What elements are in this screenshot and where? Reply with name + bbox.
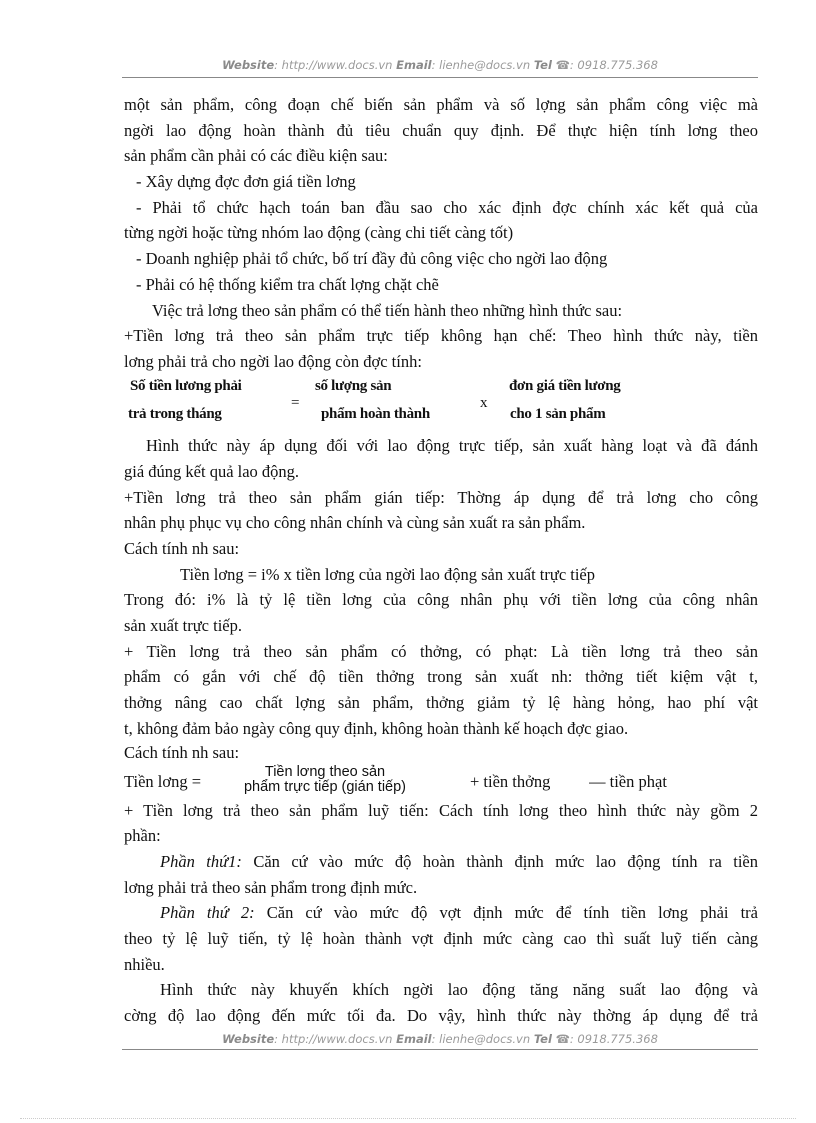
formula-term: trả trong tháng — [128, 406, 222, 422]
body-line: phần: — [124, 826, 161, 845]
footer-email-value: : lienhe@docs.vn — [431, 1032, 531, 1046]
fraction-denominator: phẩm trực tiếp (gián tiếp) — [243, 779, 407, 795]
header-rule — [122, 77, 758, 78]
formula-plus: + tiền thởng — [470, 772, 551, 791]
body-line: +Tiền lơng trả theo sản phẩm gián tiếp: Thờng áp dụng để trả lơng cho công — [124, 488, 758, 507]
formula-minus: — tiền phạt — [589, 772, 667, 791]
formula-term: đơn giá tiền lương — [509, 378, 621, 394]
body-line: thởng nâng cao chất lợng sản phẩm, thởng giảm tỷ lệ hàng hỏng, hao phí vật — [124, 693, 758, 712]
body-line: lơng phải trả theo sản phẩm trong định mức. — [124, 878, 418, 897]
condition-item: - Xây dựng đợc đơn giá tiền lơng — [136, 172, 356, 191]
body-line: giá đúng kết quả lao động. — [124, 462, 300, 481]
footer-tel-label: Tel — [533, 1032, 552, 1046]
body-line: cờng độ lao động đến mức tối đa. Do vậy, hình thức này thờng áp dụng để trả — [124, 1006, 758, 1025]
body-line: một sản phẩm, công đoạn chế biến sản phẩm và số lợng sản phẩm công việc mà — [124, 95, 758, 114]
body-line: + Tiền lơng trả theo sản phẩm luỹ tiến: Cách tính lơng theo hình thức này gồm 2 — [124, 801, 758, 820]
footer-rule — [122, 1049, 758, 1050]
body-line: nhiều. — [124, 955, 165, 974]
part-label: Phần thứ 2: — [160, 903, 255, 922]
footer-website-label: Website — [222, 1032, 275, 1046]
body-line: phẩm có gắn với chế độ tiền thởng trong sản xuất nh: thởng tiết kiệm vật t, — [124, 667, 758, 686]
condition-item: - Phải tổ chức hạch toán ban đầu sao cho xác định đợc chính xác kết quả của — [136, 198, 758, 217]
phone-icon: ☎ — [555, 1032, 570, 1046]
body-line: sản xuất trực tiếp. — [124, 616, 242, 635]
formula-operator: = — [291, 395, 300, 411]
page-footer — [122, 1032, 758, 1046]
body-line: Cách tính nh sau: — [124, 743, 240, 762]
header-tel-value: : 0918.775.368 — [569, 58, 658, 72]
footer-website-url: : http://www.docs.vn — [274, 1032, 393, 1046]
body-line: +Tiền lơng trả theo sản phẩm trực tiếp không hạn chế: Theo hình thức này, tiền — [124, 326, 758, 345]
header-tel-label: Tel — [533, 58, 552, 72]
body-line: t, không đảm bảo ngày công quy định, không hoàn thành kế hoạch đợc giao. — [124, 719, 629, 738]
formula-term: phẩm hoàn thành — [321, 406, 430, 422]
body-line: Trong đó: i% là tỷ lệ tiền lơng của công nhân phụ với tiền lơng của công nhân — [124, 590, 758, 609]
part-label: Phần thứ1: — [160, 852, 242, 871]
formula-term: số lượng sản — [315, 378, 392, 394]
body-line: Việc trả lơng theo sản phẩm có thể tiến hành theo những hình thức sau: — [152, 301, 623, 320]
body-line: Hình thức này áp dụng đối với lao động trực tiếp, sản xuất hàng loạt và đã đánh — [146, 436, 758, 455]
body-line: Cách tính nh sau: — [124, 539, 240, 558]
body-line: theo tỷ lệ luỹ tiến, tỷ lệ hoàn thành vợt định mức càng cao thì suất luỹ tiến càng — [124, 929, 758, 948]
footer-tel-value: : 0918.775.368 — [569, 1032, 658, 1046]
formula-indirect: Tiền lơng = i% x tiền lơng của ngời lao động sản xuất trực tiếp — [180, 565, 596, 584]
body-line: Phần thứ 2: Căn cứ vào mức độ vợt định mức để tính tiền lơng phải trả — [160, 903, 758, 922]
formula-term: cho 1 sản phẩm — [510, 406, 606, 422]
header-email-label: Email — [396, 58, 432, 72]
fraction-numerator: Tiền lơng theo sản — [264, 764, 386, 780]
body-line: Hình thức này khuyến khích ngời lao động tăng năng suất lao động và — [160, 980, 758, 999]
header-website-label: Website — [222, 58, 275, 72]
page-header — [122, 58, 758, 72]
body-line: từng ngời hoặc từng nhóm lao động (càng chi tiết càng tốt) — [124, 223, 514, 242]
formula-fraction — [240, 765, 410, 795]
body-line: sản phẩm cần phải có các điều kiện sau: — [124, 146, 388, 165]
footer-email-label: Email — [396, 1032, 432, 1046]
body-line: nhân phụ phục vụ cho công nhân chính và cùng sản xuất ra sản phẩm. — [124, 513, 586, 532]
condition-item: - Phải có hệ thống kiểm tra chất lợng chặt chẽ — [136, 275, 439, 294]
header-website-url: : http://www.docs.vn — [274, 58, 393, 72]
body-line: lơng phải trả cho ngời lao động còn đợc tính: — [124, 352, 422, 371]
body-line: ngời lao động hoàn thành đủ tiêu chuẩn quy định. Để thực hiện tính lơng theo — [124, 121, 758, 140]
page-edge-divider — [20, 1118, 796, 1119]
condition-item: - Doanh nghiệp phải tổ chức, bố trí đầy đủ công việc cho ngời lao động — [136, 249, 608, 268]
body-line: Phần thứ1: Căn cứ vào mức độ hoàn thành định mức lao động tính ra tiền — [160, 852, 758, 871]
body-line: + Tiền lơng trả theo sản phẩm có thởng, có phạt: Là tiền lơng trả theo sản — [124, 642, 758, 661]
formula-operator: x — [480, 395, 488, 411]
formula-lhs: Tiền lơng = — [124, 772, 202, 791]
formula-term: Số tiền lương phải — [130, 378, 242, 394]
phone-icon: ☎ — [555, 58, 570, 72]
header-email-value: : lienhe@docs.vn — [431, 58, 531, 72]
